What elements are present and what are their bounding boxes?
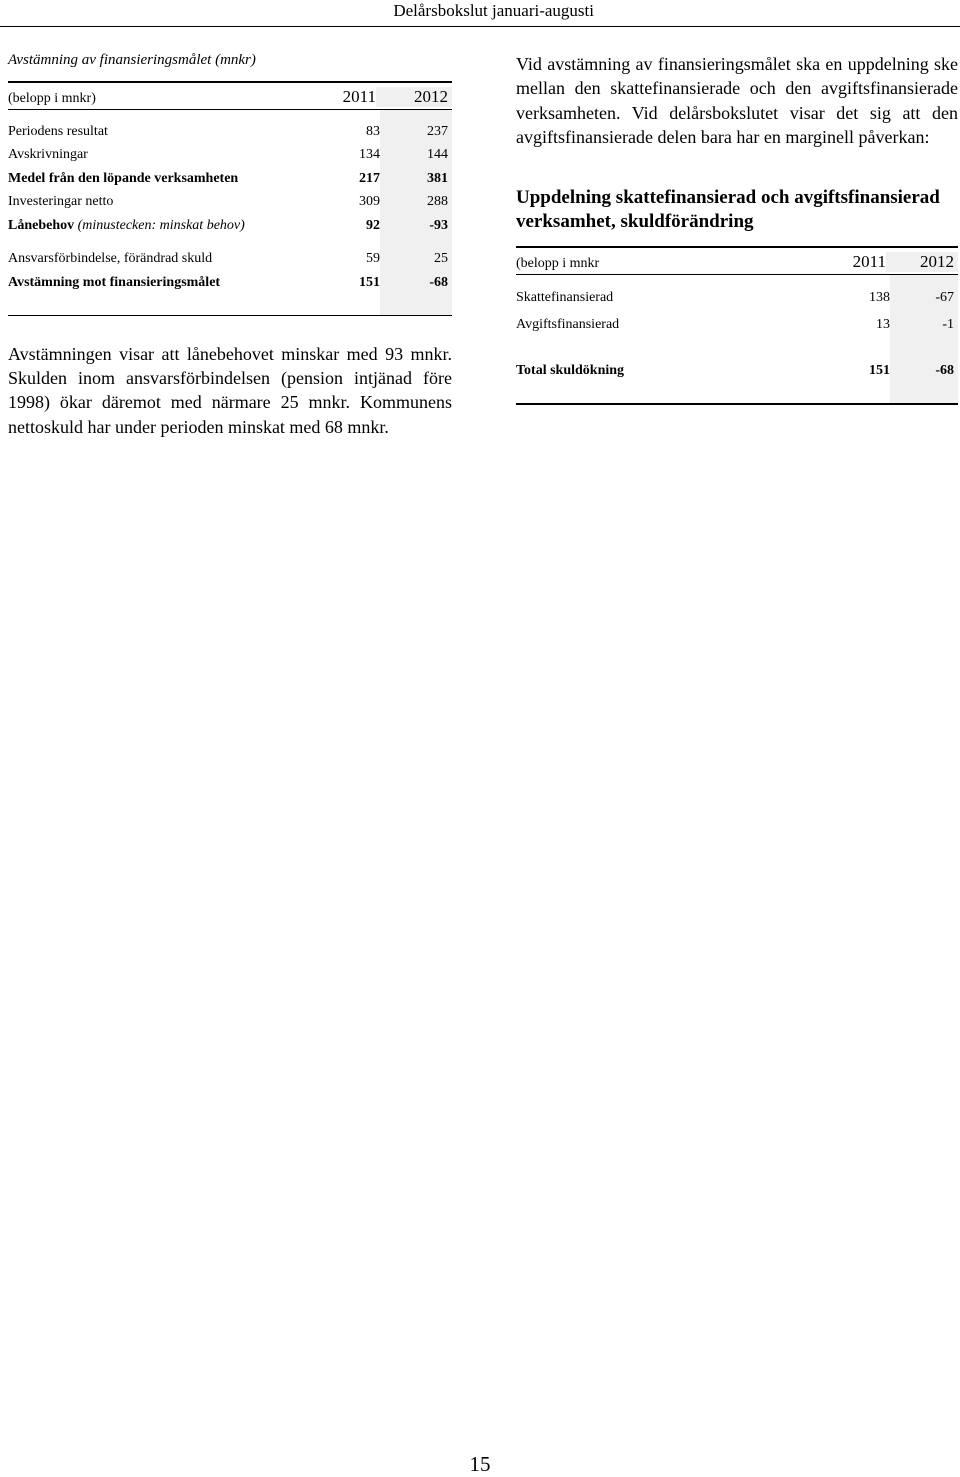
row-label-bold: Lånebehov xyxy=(8,217,75,233)
table-row xyxy=(8,271,452,295)
right-paragraph: Vid avstämning av finansieringsmålet ska en uppdelning ske mellan den skattefinansierade och den avgiftsfinansierade verksamheten. Vid delårsbokslutet visar det sig att den avgiftsfinansierade delen bara har en marginell påverkan: xyxy=(516,54,958,148)
financing-reconciliation-table xyxy=(8,81,452,316)
year-2012-header: 2012 xyxy=(886,252,958,272)
year-2011-header: 2011 xyxy=(342,87,376,106)
value-2011: 151 xyxy=(359,274,380,290)
value-2012: 381 xyxy=(380,167,452,191)
value-2012: 288 xyxy=(380,191,452,215)
value-2012: -67 xyxy=(890,285,958,312)
table-row xyxy=(8,248,452,272)
row-label: Avstämning mot finansieringsmålet xyxy=(8,274,221,290)
value-2012: -1 xyxy=(890,312,958,339)
table-row xyxy=(8,167,452,191)
value-2011: 134 xyxy=(359,147,380,163)
unit-label: (belopp i mnkr xyxy=(516,255,600,271)
year-2011-header: 2011 xyxy=(852,251,886,271)
unit-label: (belopp i mnkr) xyxy=(8,91,96,106)
value-2012: 25 xyxy=(380,248,452,272)
debt-split-table xyxy=(508,246,958,405)
value-2012: -68 xyxy=(380,271,452,295)
left-paragraph: Avstämningen visar att lånebehovet minskar med 93 mnkr. Skulden inom ansvarsförbindelsen (pension intjänad före 1998) ökar däremot med närmare 25 mnkr. Kommunens nettoskuld har under perioden minskat med 68 mnkr. xyxy=(8,343,452,437)
table-row xyxy=(516,285,958,312)
total-2011: 151 xyxy=(869,362,890,378)
row-label: Periodens resultat xyxy=(8,123,108,139)
page-number: 15 xyxy=(469,1452,491,1476)
left-column xyxy=(8,52,452,439)
row-label: Avgiftsfinansierad xyxy=(516,317,620,333)
value-2012: -93 xyxy=(380,214,452,238)
value-2012: 237 xyxy=(380,120,452,144)
row-label: Avskrivningar xyxy=(8,147,88,163)
total-label: Total skuldökning xyxy=(516,362,625,378)
value-2011: 138 xyxy=(869,290,890,306)
row-label: Ansvarsförbindelse, förändrad skuld xyxy=(8,251,213,267)
table-header xyxy=(8,81,452,109)
table-row xyxy=(8,144,452,168)
right-column xyxy=(516,52,958,405)
header-title: Delårsbokslut januari-augusti xyxy=(393,1,594,20)
row-note: (minustecken: minskat behov) xyxy=(77,217,245,233)
value-2011: 92 xyxy=(366,217,380,233)
right-table-heading: Uppdelning skattefinansierad och avgiftsfinansierad verksamhet, skuldförändring xyxy=(516,186,940,232)
value-2011: 309 xyxy=(359,194,380,210)
value-2012: 144 xyxy=(380,144,452,168)
left-table-title: Avstämning av finansieringsmålet (mnkr) xyxy=(8,52,256,68)
table-row xyxy=(516,312,958,339)
value-2011: 83 xyxy=(366,123,380,139)
row-label: Skattefinansierad xyxy=(516,290,614,306)
table-row xyxy=(8,214,452,238)
value-2011: 59 xyxy=(366,251,380,267)
row-label: Medel från den löpande verksamheten xyxy=(8,170,239,186)
year-2012-header: 2012 xyxy=(376,87,452,107)
page-header xyxy=(0,0,960,27)
total-2012: -68 xyxy=(890,359,958,383)
table-row-total xyxy=(516,359,958,383)
table-row xyxy=(8,120,452,144)
table-row xyxy=(8,191,452,215)
row-label xyxy=(8,218,308,234)
row-label: Investeringar netto xyxy=(8,194,114,210)
value-2011: 13 xyxy=(876,317,890,333)
value-2011: 217 xyxy=(359,170,380,186)
table-header xyxy=(516,246,958,274)
